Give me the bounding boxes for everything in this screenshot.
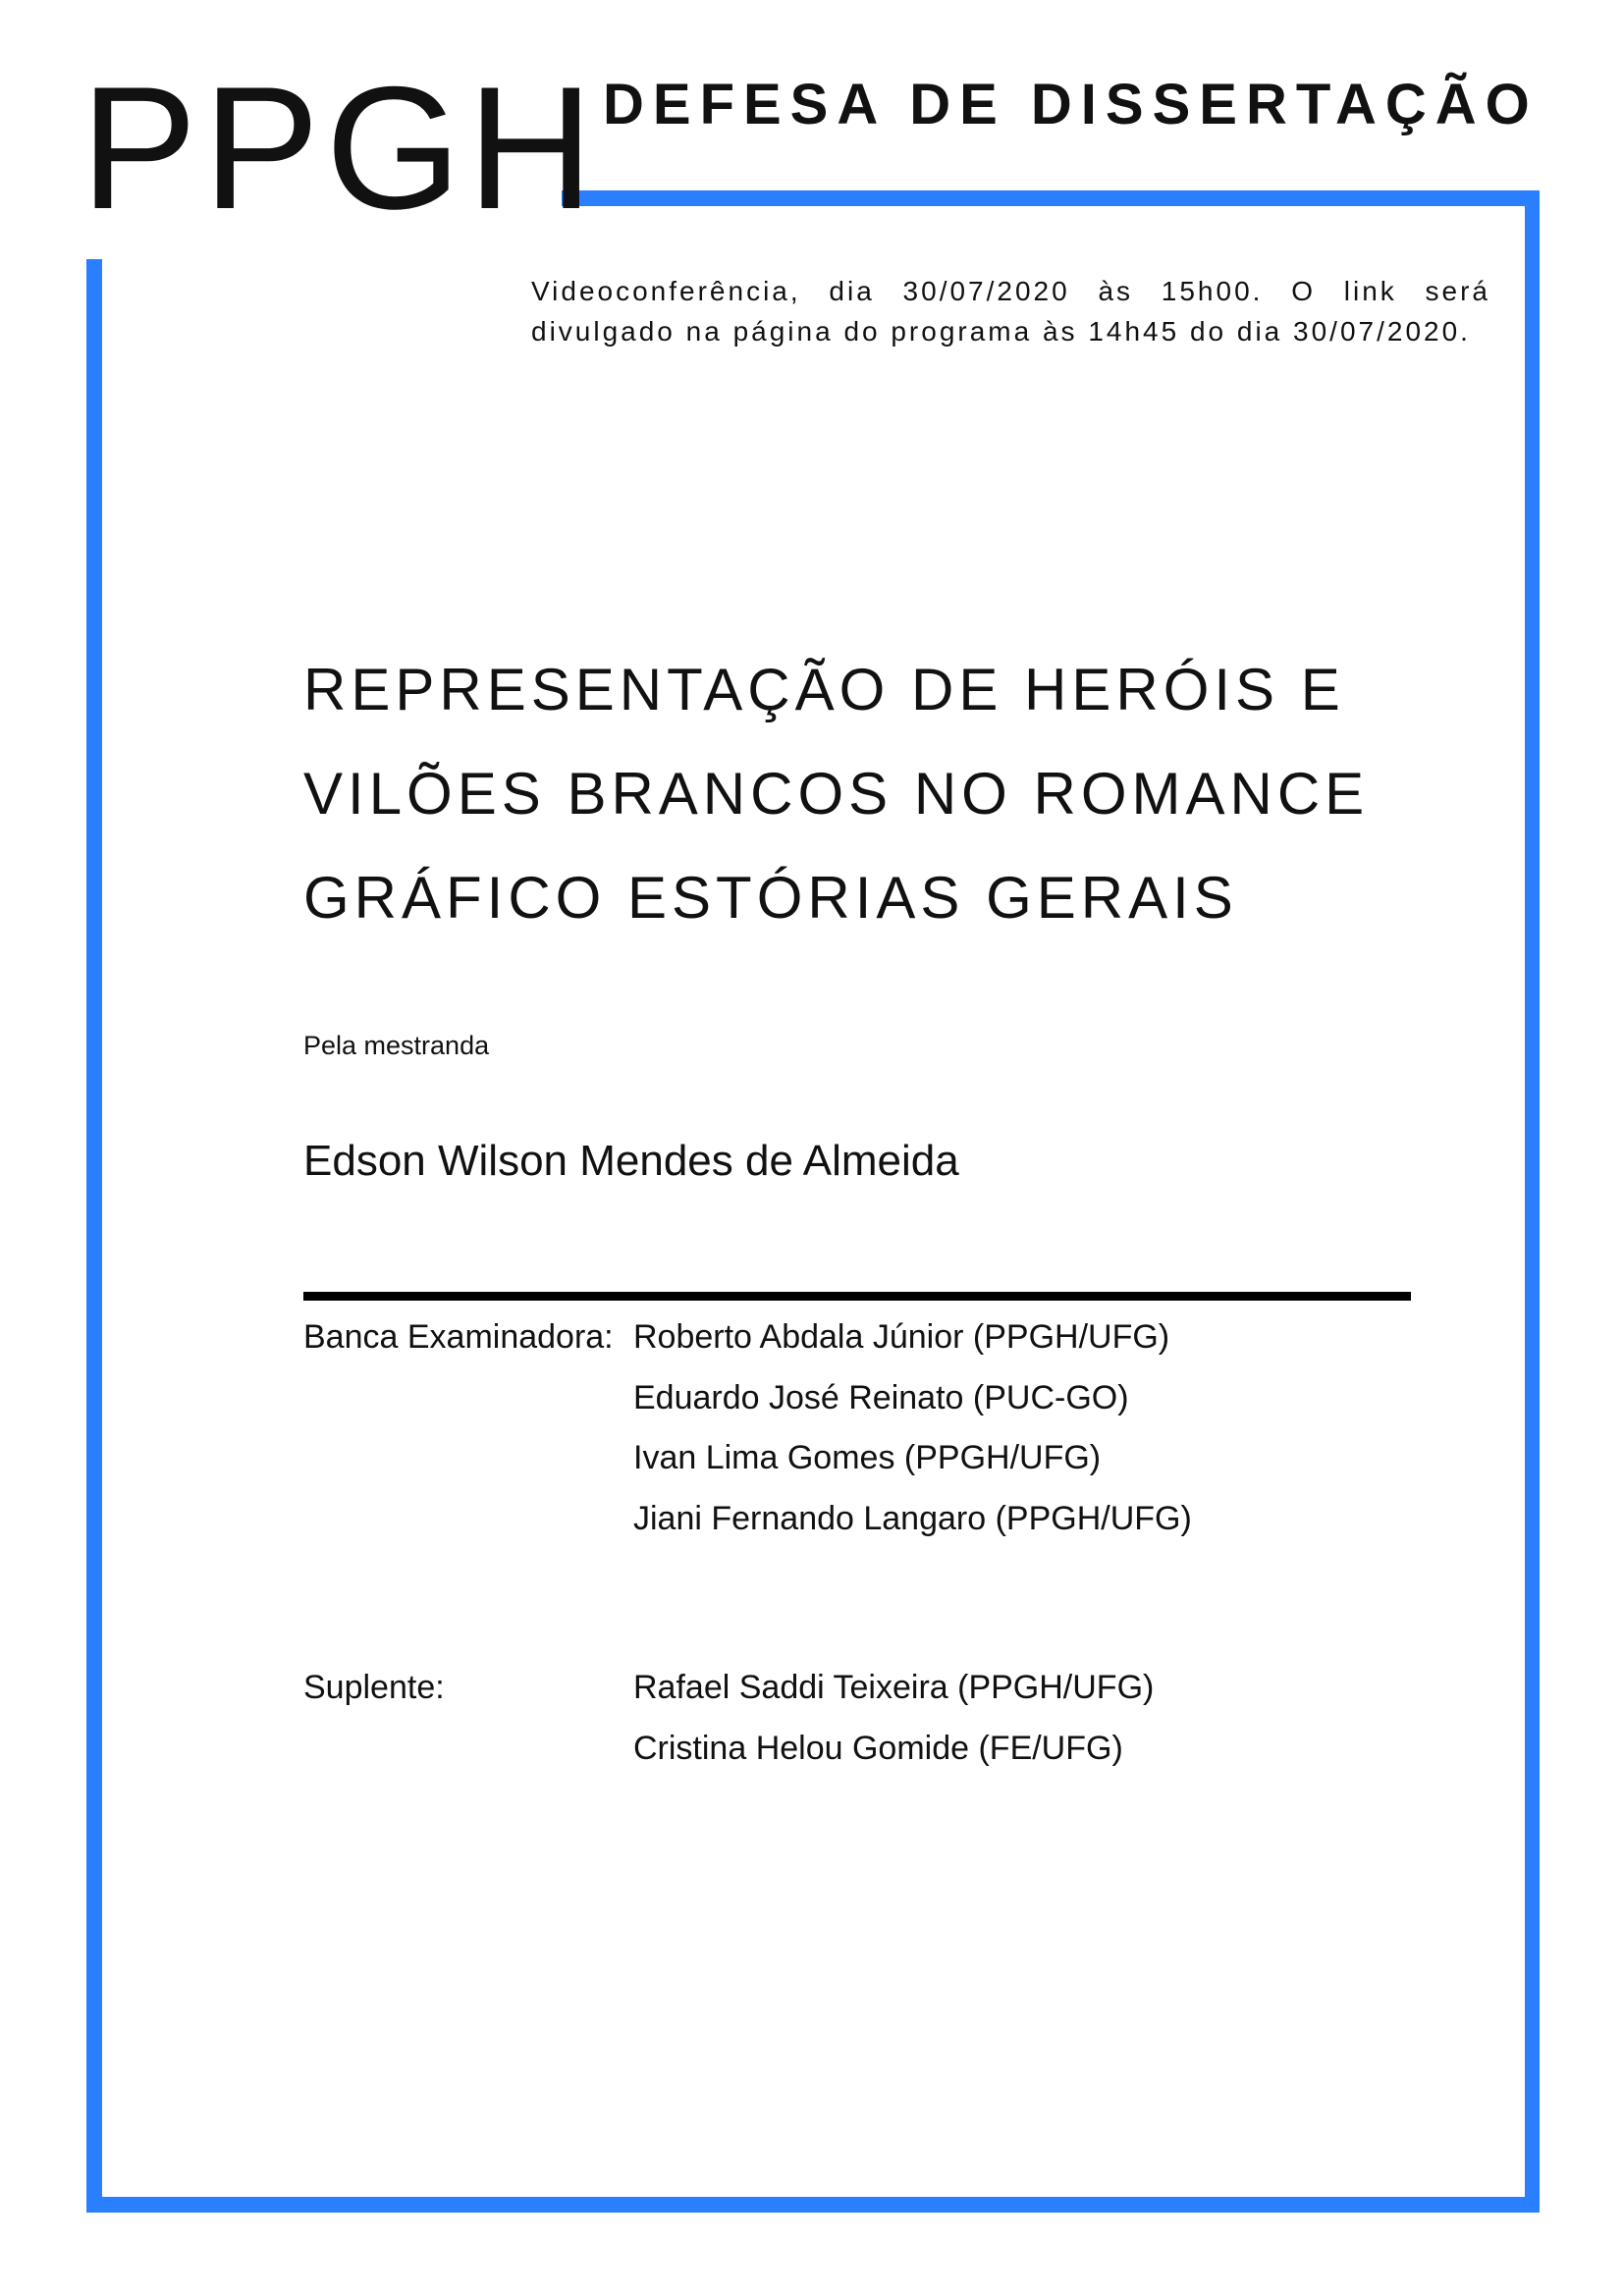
committee-member: Roberto Abdala Júnior (PPGH/UFG) (633, 1318, 1170, 1356)
ppgh-logo: PPGH (81, 50, 600, 245)
frame-top-line (562, 190, 1540, 206)
event-info: Videoconferência, dia 30/07/2020 às 15h00. O link será divulgado na página do programa às 14h45 do dia 30/07/2020. (531, 276, 1490, 347)
document-kind-heading: DEFESA DE DISSERTAÇÃO (603, 73, 1539, 136)
substitute-member: Rafael Saddi Teixeira (PPGH/UFG) (633, 1669, 1155, 1706)
dissertation-title (303, 638, 1482, 950)
frame-bottom-line (86, 2197, 1540, 2213)
divider (303, 1292, 1411, 1301)
substitutes-label: Suplente: (303, 1669, 445, 1706)
committee-member: Ivan Lima Gomes (PPGH/UFG) (633, 1439, 1102, 1476)
candidate-name: Edson Wilson Mendes de Almeida (303, 1137, 959, 1185)
frame-left-line (86, 259, 102, 2213)
committee-member: Jiani Fernando Langaro (PPGH/UFG) (633, 1500, 1192, 1537)
committee-label: Banca Examinadora: (303, 1318, 614, 1356)
title-line: GRÁFICO ESTÓRIAS GERAIS (303, 865, 1238, 931)
title-line: VILÕES BRANCOS NO ROMANCE (303, 761, 1370, 827)
candidate-label: Pela mestranda (303, 1031, 490, 1060)
title-line: REPRESENTAÇÃO DE HERÓIS E (303, 657, 1345, 722)
frame-right-line (1525, 190, 1540, 2213)
substitute-member: Cristina Helou Gomide (FE/UFG) (633, 1730, 1123, 1767)
committee-member: Eduardo José Reinato (PUC-GO) (633, 1379, 1129, 1416)
